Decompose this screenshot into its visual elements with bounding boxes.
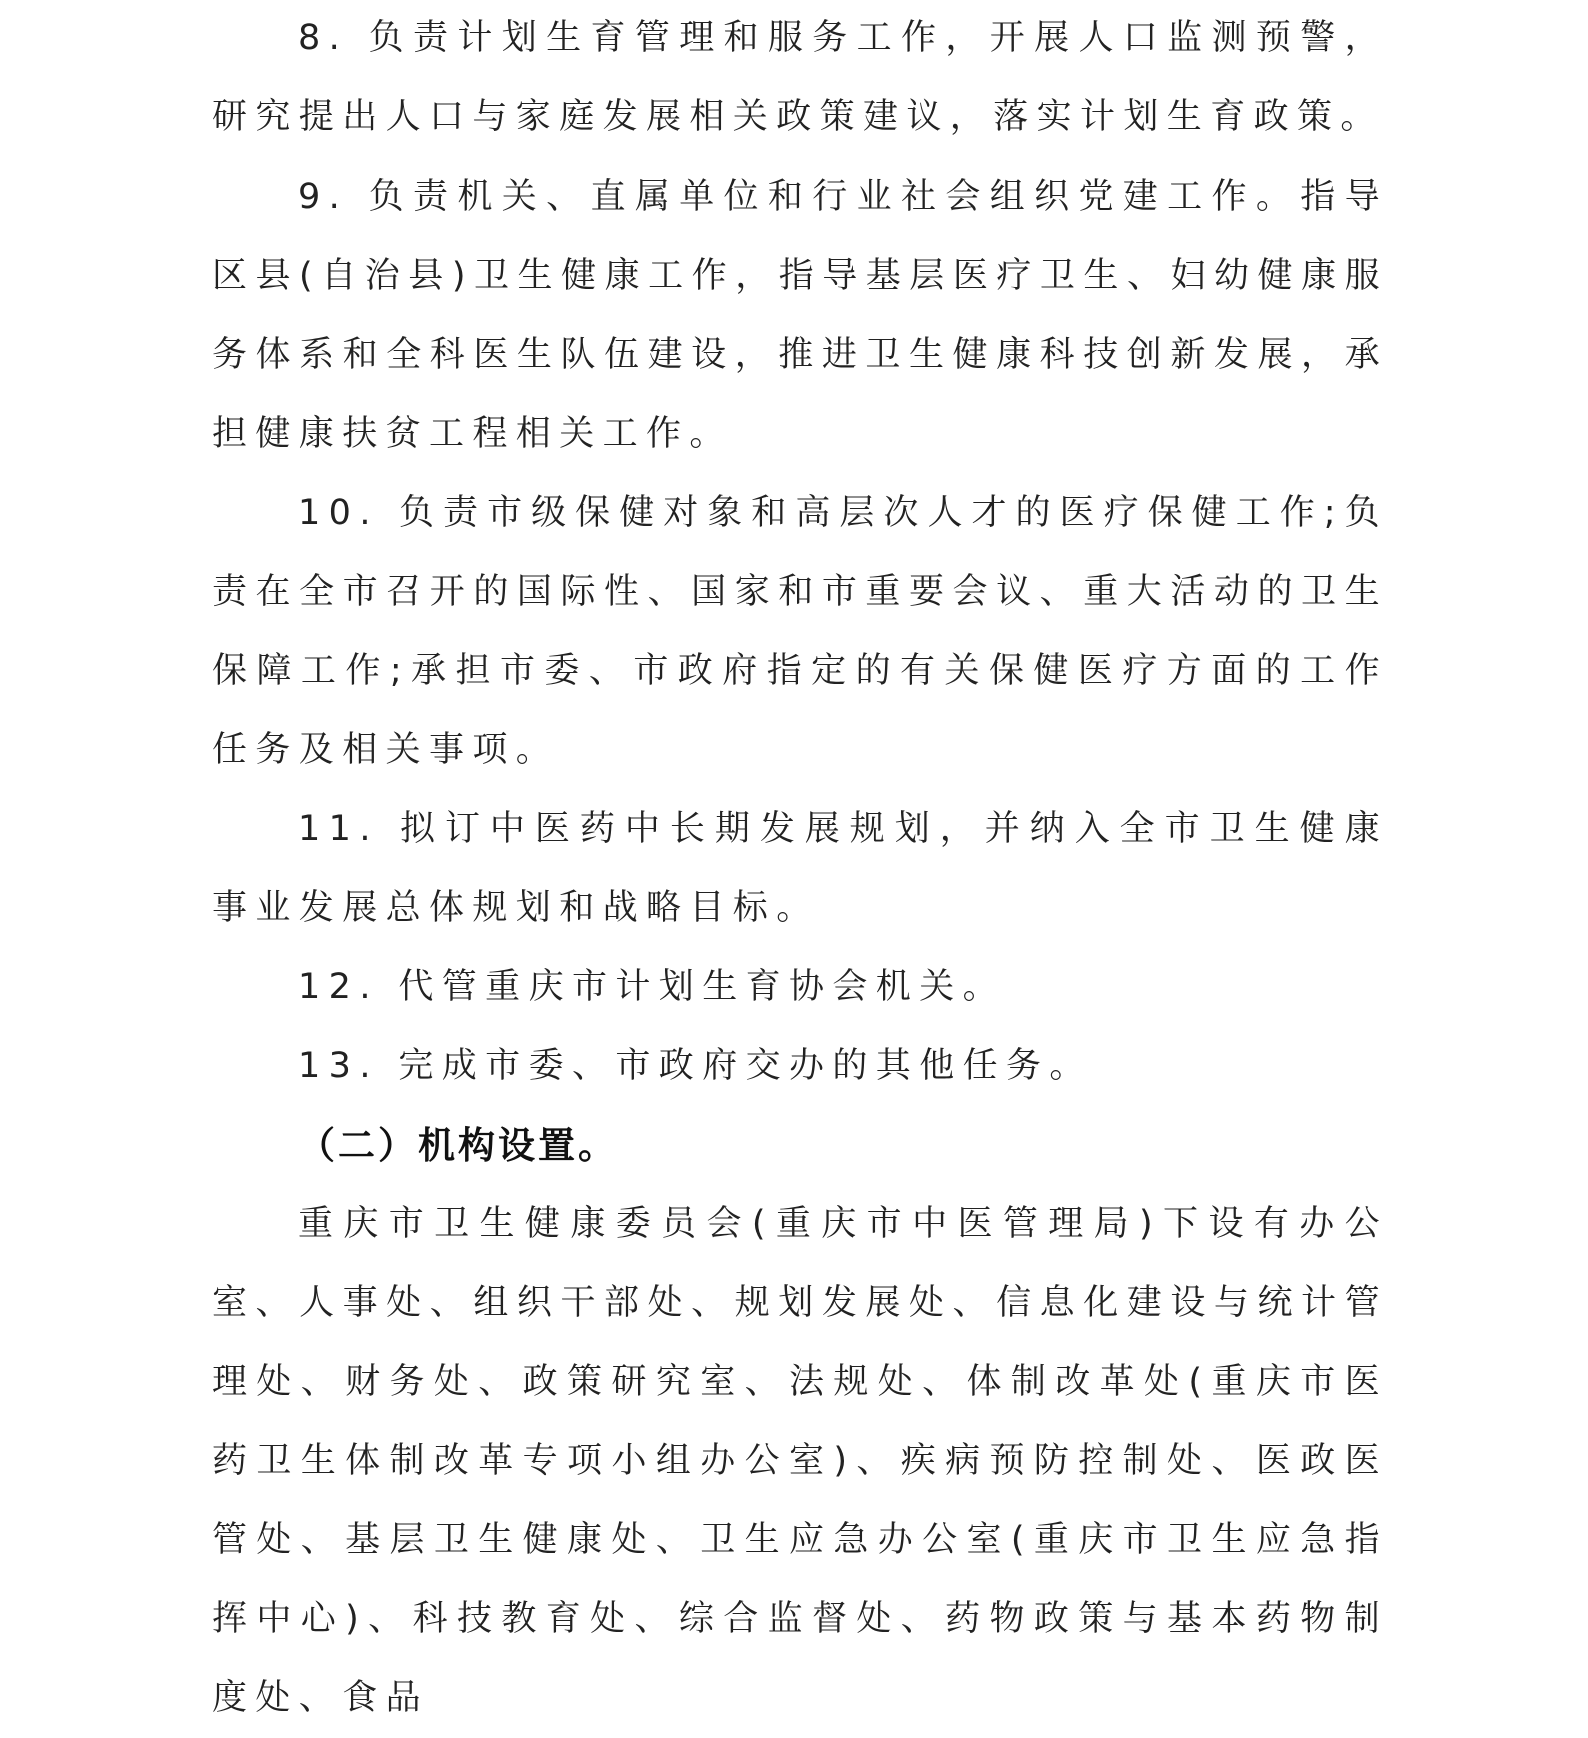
document-page bbox=[212, 0, 1388, 1718]
duty-item-13: 13. 完成市委、市政府交办的其他任务。 bbox=[298, 1046, 1093, 1086]
duty-item-11: 11. 拟订中医药中长期发展规划，并纳入全市卫生健康事业发展总体规划和战略目标。 bbox=[212, 809, 1388, 928]
duty-item-12: 12. 代管重庆市计划生育协会机关。 bbox=[298, 967, 1006, 1007]
duty-item-8: 8. 负责计划生育管理和服务工作，开展人口监测预警，研究提出人口与家庭发展相关政策建议，落实计划生育政策。 bbox=[212, 18, 1388, 137]
section-heading: （二）机构设置。 bbox=[298, 1124, 618, 1167]
organization-paragraph: 重庆市卫生健康委员会(重庆市中医管理局)下设有办公室、人事处、组织干部处、规划发展处、信息化建设与统计管理处、财务处、政策研究室、法规处、体制改革处(重庆市医药卫生体制改革专项小组办公室)、疾病预防控制处、医政医管处、基层卫生健康处、卫生应急办公室(重庆市卫生应急指挥中心)、科技教育处、综合监督处、药物政策与基本药物制度处、食品 bbox=[212, 1204, 1388, 1718]
duty-item-9: 9. 负责机关、直属单位和行业社会组织党建工作。指导区县(自治县)卫生健康工作，指导基层医疗卫生、妇幼健康服务体系和全科医生队伍建设，推进卫生健康科技创新发展，承担健康扶贫工程相关工作。 bbox=[212, 177, 1388, 454]
duty-item-10: 10. 负责市级保健对象和高层次人才的医疗保健工作;负责在全市召开的国际性、国家和市重要会议、重大活动的卫生保障工作;承担市委、市政府指定的有关保健医疗方面的工作任务及相关事项。 bbox=[212, 493, 1388, 770]
